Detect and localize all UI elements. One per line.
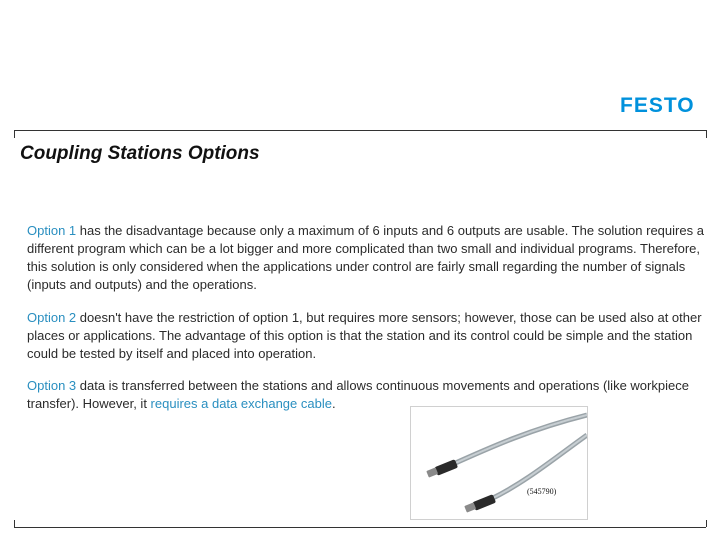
paragraph-option-1 [27,222,707,294]
paragraph-option-2 [27,309,707,363]
connector-1-icon [426,459,458,477]
data-cable-highlight: requires a data exchange cable [150,396,332,411]
connector-2-icon [464,494,496,512]
festo-logo: FESTO [620,94,695,117]
option-2-label: Option 2 [27,310,77,325]
header-divider-right-tick [706,130,707,138]
header-divider [14,130,706,131]
option-1-text: has the disadvantage because only a maximum of 6 inputs and 6 outputs are usable. The solution requires a different program which can be a lot bigger and more complicated than two small and individual programs. Therefore, this solution is only considered when the applications under control are fairly small regarding the number of signals (inputs and outputs) and the operations. [27,223,704,292]
footer-divider-left-tick [14,520,15,527]
cable-photo [410,406,588,520]
option-1-label: Option 1 [27,223,77,238]
header-divider-left-tick [14,130,15,138]
option-3-text: data is transferred between the stations and allows continuous movements and operations (like workpiece transfer). However, it [27,378,689,411]
slide-title: Coupling Stations Options [20,143,260,164]
paragraph-option-3 [27,377,707,413]
cable-illustration [411,407,587,519]
footer-divider-right-tick [706,520,707,527]
footer-divider [14,527,706,528]
option-3-label: Option 3 [27,378,77,393]
option-2-text: doesn't have the restriction of option 1, but requires more sensors; however, those can be used also at other places or applications. The advantage of this option is that the station and its control could be simple and the station could be tested by itself and placed into operation. [27,310,702,361]
option-3-end: . [331,396,336,411]
part-number-label: (545790) [527,487,557,496]
